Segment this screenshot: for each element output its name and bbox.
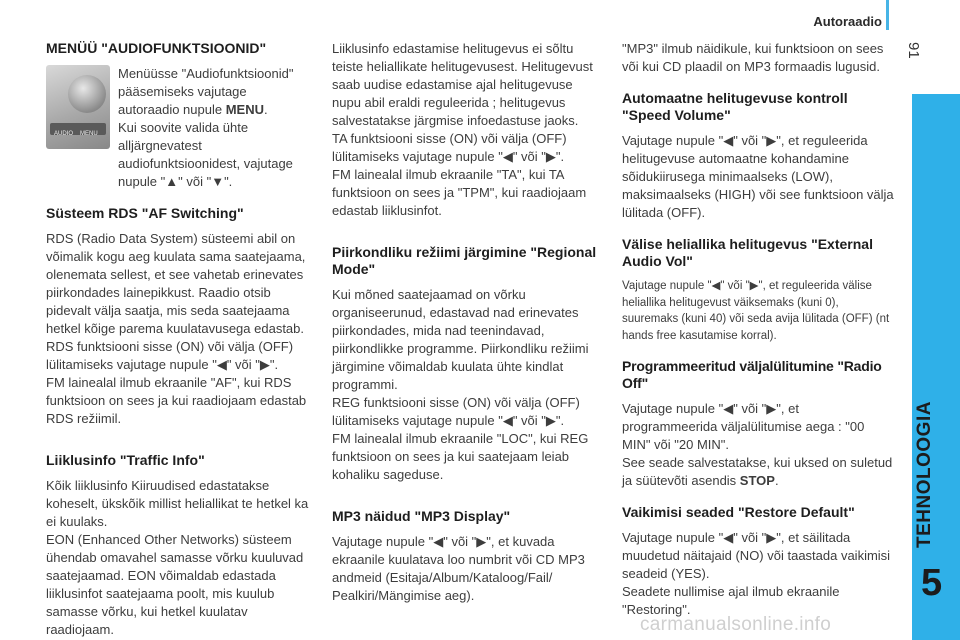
chapter-number: 5 [921, 562, 943, 604]
external-audio-heading: Välise heliallika helitugevus "External Audio Vol" [622, 236, 873, 269]
external-audio-text: Vajutage nupule "◀" või "▶", et reguleerida välise heliallika helitugevust väiksemaks (kuni 0), suuremaks (kuni 40) või seda avija lülitada (OFF) (nt hands free kasutamise korral). [622, 280, 890, 342]
regional-text: Kui mõned saatejaamad on võrku organiseerunud, edastavad nad erinevates piirkondades, mida nad teenindavad, piirkondlikke programme. Piirkondliku režiimi järgimine võimaldab kuulata ühte kindlat programmi. REG funktsiooni sisse (ON) või välja (OFF) lülitamiseks vajutage nupule "◀" või "▶". FM lainealal ilmub ekraanile "LOC", kui REG funktsioon on sees ja kui saatejaam leiab kohaliku sageduse. [332, 287, 589, 482]
header-accent-bar [886, 0, 889, 30]
traffic-heading: Liiklusinfo "Traffic Info" [46, 452, 205, 468]
traffic-continued-text: Liiklusinfo edastamise helitugevus ei sõltu teiste heliallikate helitugevusest. Helitugevust saab uudise edastamise ajal helitugevuse nupu abil eraldi reguleerida ; helitugevus salvestatakse järgmise infoedastuse jaoks. TA funktsiooni sisse (ON) või välja (OFF) lülitamiseks vajutage nupule "◀" või "▶". FM lainealal ilmub ekraanile "TA", kui TA funktsioon on sees ja "TPM", kui raadiojaam edastab liiklusinfot. [332, 41, 593, 218]
rds-text: RDS (Radio Data System) süsteemi abil on võimalik kogu aeg kuulata sama saatejaama, olenemata sellest, et see vahetab erinevates piirkondades lainepikkust. Raadio otsib pidevalt välja saatja, mis seda saatejaama hetkel kõige parema kuulatavusega edastab. RDS funktsiooni sisse (ON) või välja (OFF) lülitamiseks vajutage nupule "◀" või "▶". FM lainealal ilmub ekraanile "AF", kui RDS funktsioon on sees ja kui raadiojaam edastab RDS režiimil. [46, 231, 307, 426]
page-number: 91 [905, 42, 922, 59]
restore-default-text: Vajutage nupule "◀" või "▶", et säilitada muudetud näitajaid (NO) või taastada vaikimisi seadeid (YES). Seadete nullimise ajal ilmub ekraanile "Restoring". [622, 530, 891, 617]
watermark: carmanualsonline.info [640, 614, 832, 635]
column-3 [622, 40, 894, 619]
radio-off-text: Vajutage nupule "◀" või "▶", et programmeerida väljalülitumise aega : "00 MIN" või "20 MIN". See seade salvestatakse, kui uksed on suletud ja süütevõti asendis STOP. [622, 401, 893, 488]
section-title: Autoraadio [813, 14, 882, 29]
radio-off-heading: Programmeeritud väljalülitumine "Radio Off" [622, 358, 882, 391]
menu-text: Menüüsse "Audiofunktsioonid" pääsemiseks vajutage autoraadio nupule MENU. Kui soovite valida ühte alljärgnevatest audiofunktsioonidest, vajutage nupule "▲" või "▼". [118, 66, 294, 189]
mp3-heading: MP3 näidud "MP3 Display" [332, 508, 511, 524]
rds-heading: Süsteem RDS "AF Switching" [46, 205, 244, 221]
mp3-text: Vajutage nupule "◀" või "▶", et kuvada ekraanile kuulatava loo numbrit või CD MP3 andmeid (Esitaja/Album/Kataloog/Fail/ Pealkiri/Mängimise aeg). [332, 534, 585, 603]
speed-volume-text: Vajutage nupule "◀" või "▶", et reguleerida helitugevuse automaatne kohandamine sõidukiirusega minimaalseks (LOW), maksimaalseks (HIGH) või see funktsioon välja lülitada (OFF). [622, 133, 894, 220]
regional-heading: Piirkondliku režiimi järgimine "Regional Mode" [332, 244, 597, 277]
menu-button-label: MENU [80, 131, 98, 137]
restore-default-heading: Vaikimisi seaded "Restore Default" [622, 504, 855, 520]
traffic-text: Kõik liiklusinfo Kiiruudised edastatakse koheselt, ükskõik millist heliallikat te hetkel ka ei kuulaks. EON (Enhanced Other Networks) süsteem ühendab omavahel samasse võrku kuuluvad saatejaamad. EON võimaldab edastada liiklusinfot saatejaama poolt, mis kuulub samasse võrku, kui hetkel kuulatav raadiojaam. [46, 478, 309, 637]
column-2 [332, 40, 604, 605]
radio-knob-icon [68, 75, 106, 113]
mp3-continued-text: "MP3" ilmub näidikule, kui funktsioon on sees või kui CD plaadil on MP3 formaadis lugusid. [622, 41, 884, 74]
speed-volume-heading: Automaatne helitugevuse kontroll "Speed Volume" [622, 90, 848, 123]
audio-button-label: AUDIO [54, 131, 74, 137]
menu-heading: MENÜÜ "AUDIOFUNKTSIOONID" [46, 40, 267, 56]
menu-intro [46, 65, 314, 191]
column-1 [46, 40, 314, 639]
chapter-label: TEHNOLOOGIA [914, 401, 935, 548]
radio-control-photo [46, 65, 110, 149]
